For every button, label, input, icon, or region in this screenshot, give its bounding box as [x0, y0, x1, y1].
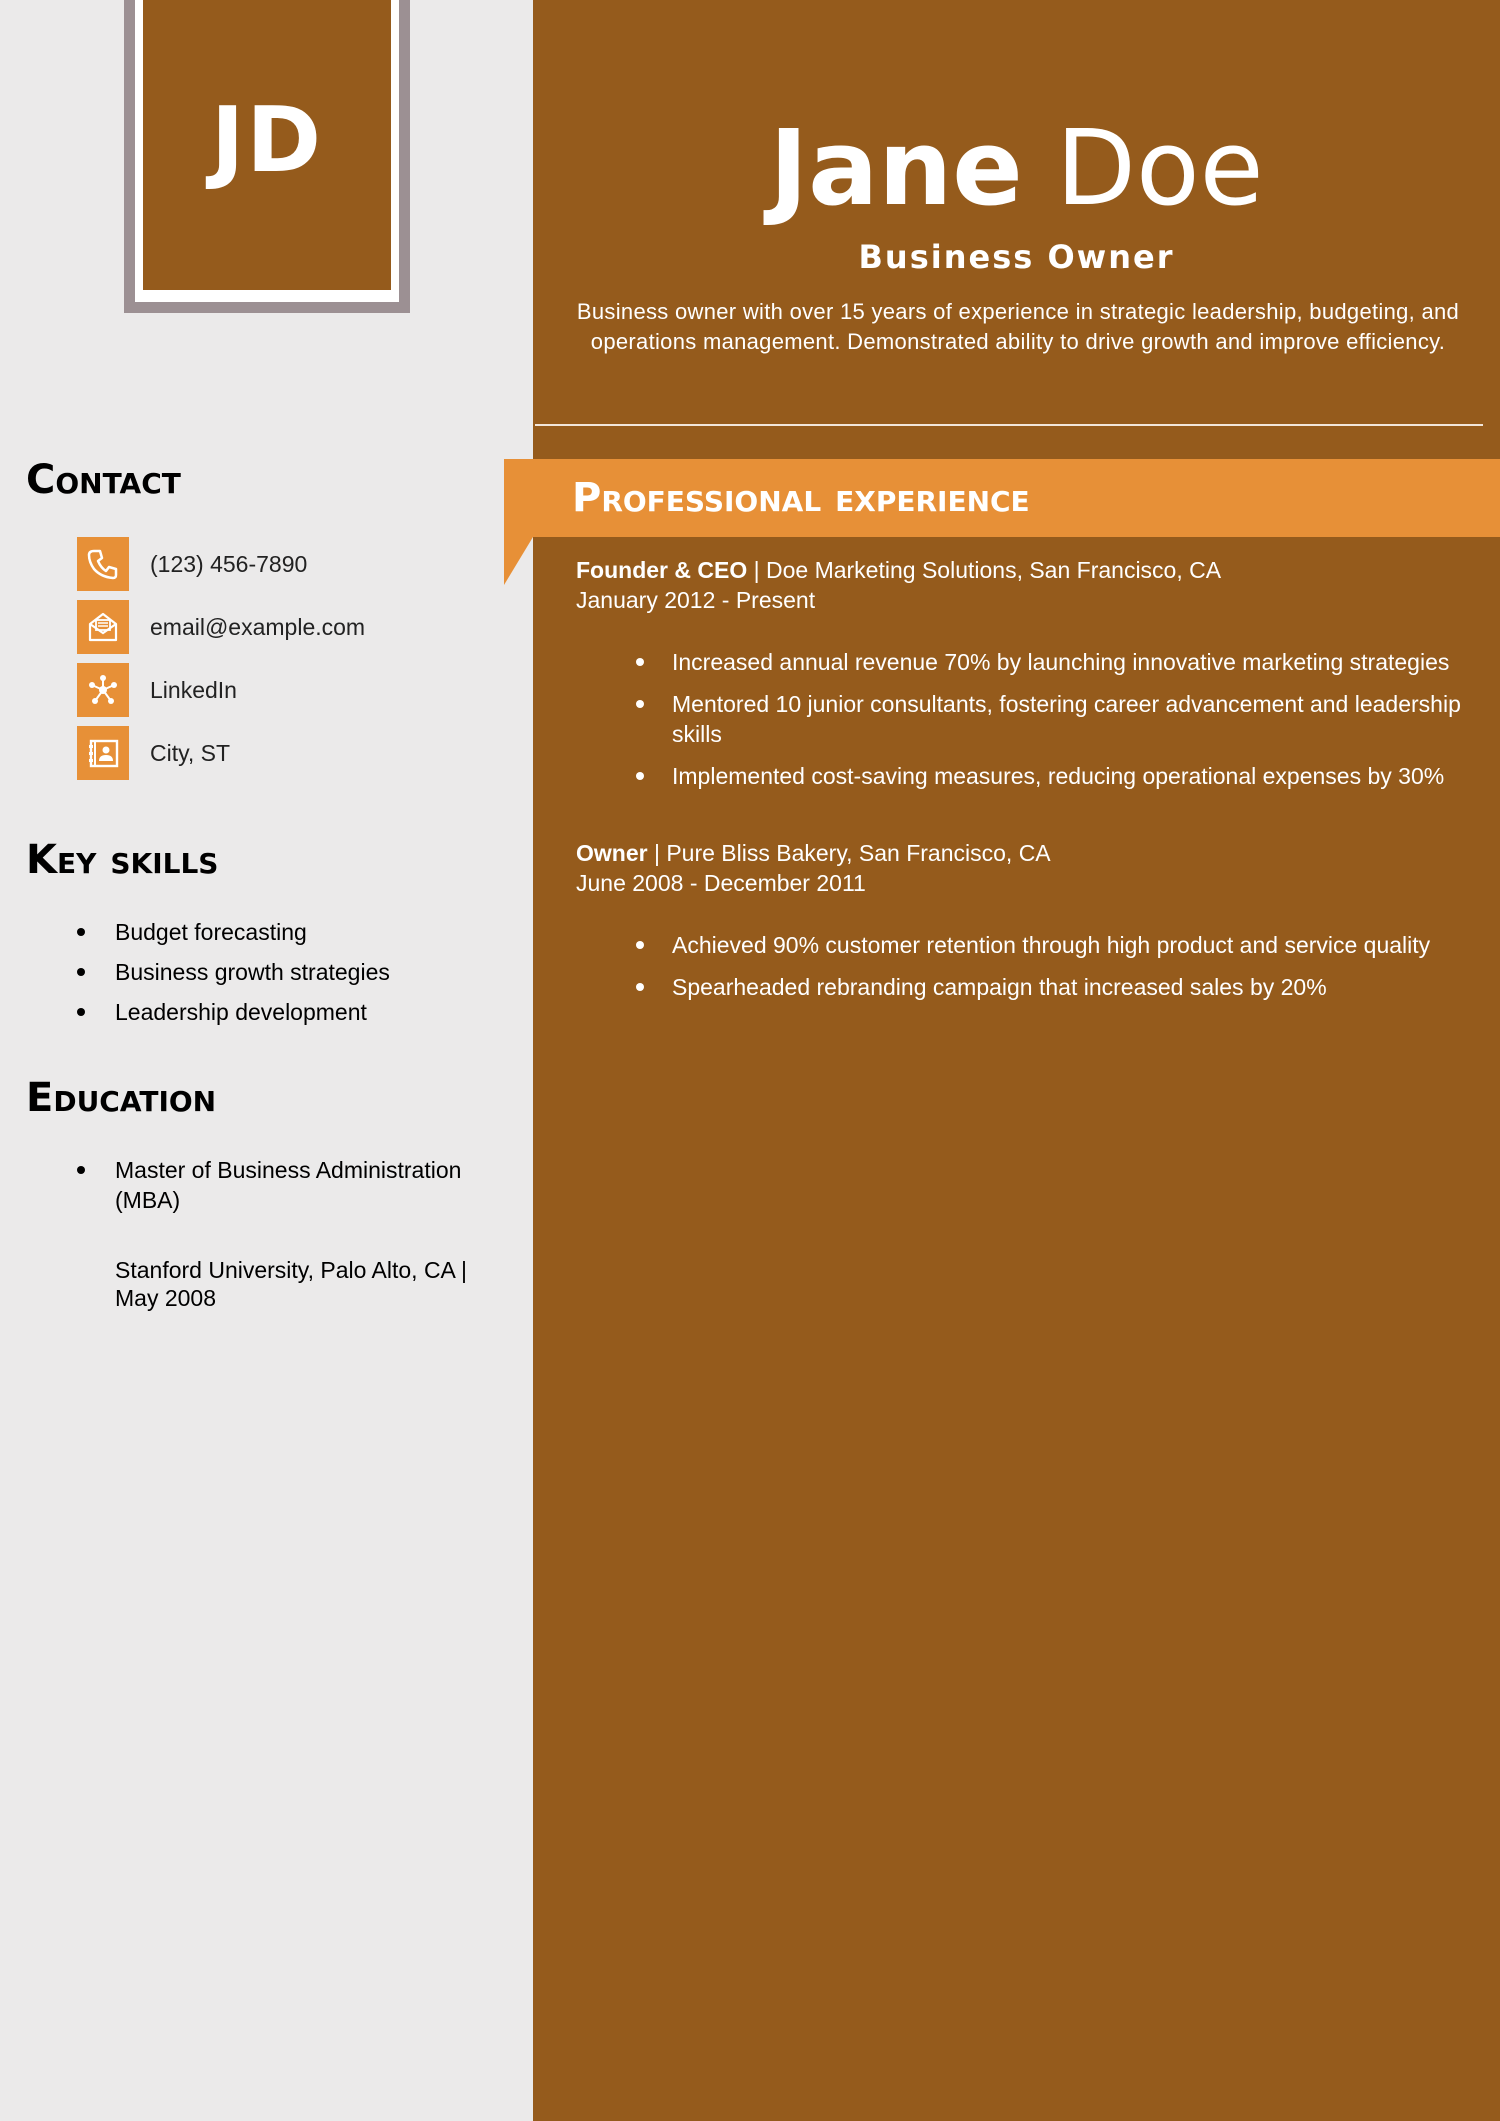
job-bullet: Achieved 90% customer retention through high product and service quality	[636, 930, 1476, 960]
job-entry	[576, 838, 1476, 1014]
monogram	[143, 0, 391, 290]
job-company: | Pure Bliss Bakery, San Francisco, CA	[647, 840, 1051, 866]
education-detail: Stanford University, Palo Alto, CA | May 2008	[115, 1257, 467, 1311]
contact-location	[77, 726, 230, 780]
skill-item: Budget forecasting	[77, 917, 497, 947]
skills-heading: Key skills	[26, 837, 219, 883]
contact-linkedin-text[interactable]: LinkedIn	[150, 676, 237, 703]
email-icon	[77, 600, 129, 654]
job-entry	[576, 555, 1476, 803]
skills-list	[77, 917, 497, 1037]
address-book-icon	[77, 726, 129, 780]
network-icon	[77, 663, 129, 717]
job-title: Business Owner	[858, 238, 1175, 276]
contact-linkedin	[77, 663, 237, 717]
job-header	[576, 555, 1476, 585]
job-dates: June 2008 - December 2011	[576, 870, 866, 896]
job-dates: January 2012 - Present	[576, 587, 816, 613]
job-bullets	[636, 647, 1476, 791]
last-name: Doe	[1055, 107, 1264, 229]
profile-summary: Business owner with over 15 years of experience in strategic leadership, budgeting, and operations management. Demonstrated ability to drive growth and improve efficiency.	[576, 299, 1460, 354]
job-company: | Doe Marketing Solutions, San Francisco, CA	[747, 557, 1222, 583]
education-heading: Education	[26, 1075, 217, 1121]
job-bullet: Implemented cost-saving measures, reducing operational expenses by 30%	[636, 761, 1476, 791]
header-divider	[535, 424, 1483, 426]
job-role: Founder & CEO	[576, 557, 748, 583]
job-bullet: Increased annual revenue 70% by launching innovative marketing strategies	[636, 647, 1476, 677]
banner-fold	[504, 537, 533, 585]
job-bullet: Spearheaded rebranding campaign that increased sales by 20%	[636, 972, 1476, 1002]
contact-email	[77, 600, 365, 654]
job-bullets	[636, 930, 1476, 1002]
job-role: Owner	[576, 840, 648, 866]
contact-location-text: City, ST	[150, 739, 231, 766]
contact-heading: Contact	[26, 457, 181, 503]
sidebar	[0, 0, 533, 2121]
monogram-initials: JD	[210, 87, 324, 193]
contact-phone	[77, 537, 307, 591]
education-list	[77, 1155, 497, 1225]
first-name: Jane	[769, 107, 1023, 229]
phone-icon	[77, 537, 129, 591]
job-header	[576, 838, 1476, 868]
contact-phone-text: (123) 456-7890	[150, 550, 308, 577]
skill-item: Business growth strategies	[77, 957, 497, 987]
job-bullet: Mentored 10 junior consultants, fostering career advancement and leadership skills	[636, 689, 1476, 749]
candidate-name	[533, 108, 1500, 228]
contact-email-text[interactable]: email@example.com	[150, 613, 366, 640]
skill-item: Leadership development	[77, 997, 497, 1027]
experience-heading: Professional experience	[572, 475, 1030, 521]
education-degree: Master of Business Administration (MBA)	[77, 1155, 497, 1215]
